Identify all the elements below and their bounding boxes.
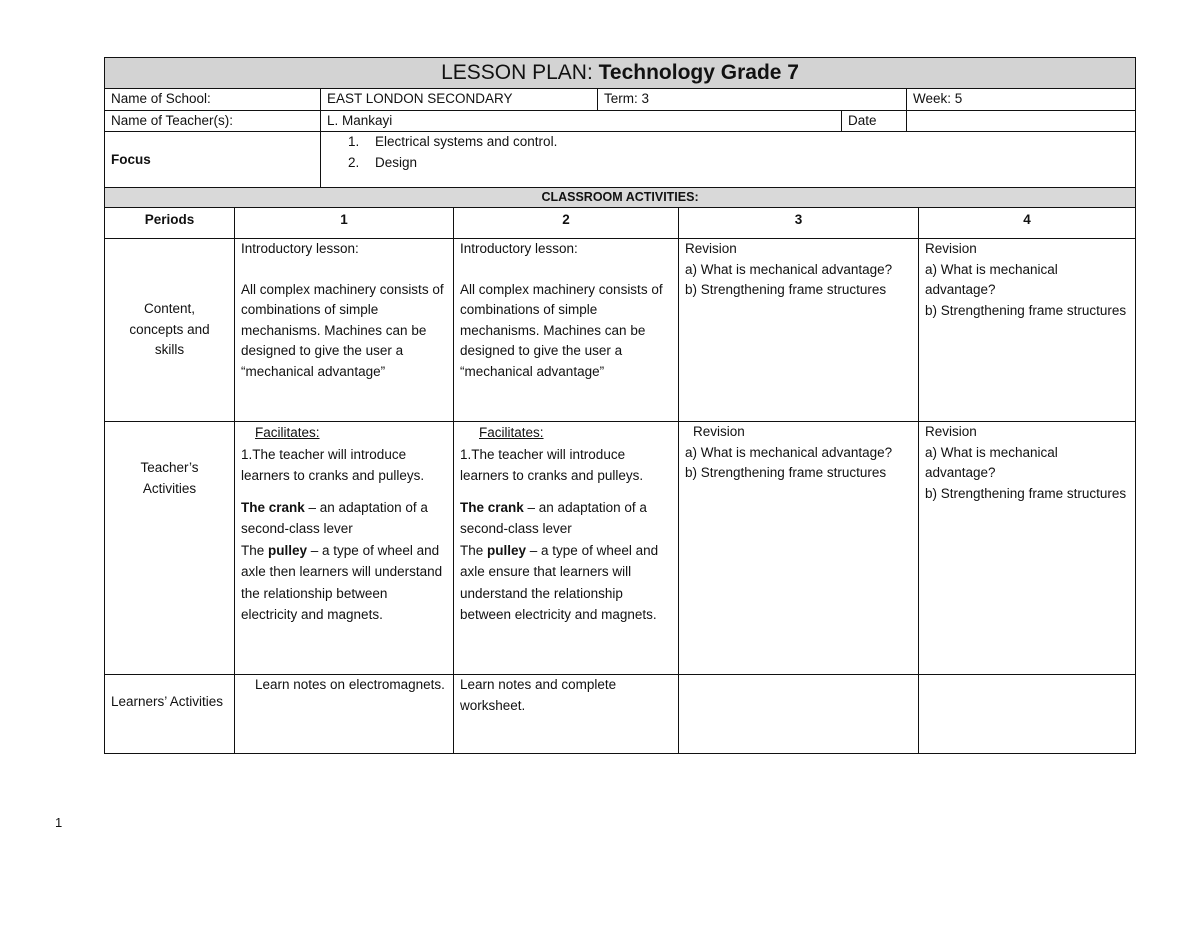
- periods-label: Periods: [105, 208, 235, 239]
- revision-item: a) What is mechanical advantage?: [685, 261, 893, 277]
- focus-list: [327, 132, 1129, 173]
- page-number: 1: [55, 815, 63, 830]
- date-label: Date: [842, 110, 907, 132]
- content-body: All complex machinery consists of combinations of simple mechanisms. Machines can be designed to give the user a “mechanical advantage”: [241, 281, 444, 379]
- revision-heading: Revision: [693, 424, 745, 439]
- teacher-label: Name of Teacher(s):: [105, 110, 321, 132]
- focus-item: 2. Design: [363, 153, 1129, 174]
- period-3-header: 3: [679, 208, 919, 239]
- teacher-period-4: [919, 422, 1136, 675]
- content-heading: Introductory lesson:: [241, 241, 359, 256]
- revision-item: a) What is mechanical advantage?: [925, 261, 1058, 297]
- revision-heading: Revision: [685, 241, 737, 256]
- lesson-header-table: [104, 57, 1136, 190]
- pulley-description: The pulley – a type of wheel and axle ensure that learners will understand the relationship between electricity and magnets.: [460, 542, 659, 622]
- teacher-value: L. Mankayi: [321, 110, 842, 132]
- learners-period-1: Learn notes on electromagnets.: [235, 675, 454, 754]
- revision-heading: Revision: [925, 241, 977, 256]
- school-row: [105, 89, 1136, 111]
- teacher-activities-label: Teacher’s Activities: [105, 422, 235, 675]
- page-title: LESSON PLAN: Technology Grade 7: [105, 58, 1136, 89]
- content-heading: Introductory lesson:: [460, 241, 578, 256]
- teacher-period-3: [679, 422, 919, 675]
- content-body: All complex machinery consists of combinations of simple mechanisms. Machines can be designed to give the user a “mechanical advantage”: [460, 281, 663, 379]
- learners-activities-label: Learners’ Activities: [105, 675, 235, 754]
- revision-item: b) Strengthening frame structures: [685, 282, 887, 297]
- title-row: [105, 58, 1136, 89]
- pulley-description: The pulley – a type of wheel and axle then learners will understand the relationship between electricity and magnets.: [241, 542, 443, 622]
- teacher-activities-row: [105, 422, 1136, 675]
- learners-period-2: Learn notes and complete worksheet.: [454, 675, 679, 754]
- periods-row: [105, 208, 1136, 239]
- focus-list-cell: [321, 132, 1136, 190]
- revision-item: b) Strengthening frame structures: [925, 302, 1127, 318]
- crank-description: The crank – an adaptation of a second-class lever: [241, 499, 428, 536]
- teacher-period-1: [235, 422, 454, 675]
- teacher-intro: 1.The teacher will introduce learners to cranks and pulleys.: [241, 446, 425, 483]
- revision-heading: Revision: [925, 424, 977, 439]
- school-label: Name of School:: [105, 89, 321, 111]
- teacher-row: [105, 110, 1136, 132]
- content-label: Content, concepts and skills: [105, 239, 235, 422]
- activities-table: [104, 187, 1136, 754]
- date-value: [907, 110, 1136, 132]
- focus-item: 1. Electrical systems and control.: [363, 132, 1129, 153]
- revision-item: a) What is mechanical advantage?: [925, 444, 1058, 480]
- learners-period-4: [919, 675, 1136, 754]
- content-period-2: [454, 239, 679, 422]
- school-value: EAST LONDON SECONDARY: [321, 89, 598, 111]
- content-row: [105, 239, 1136, 422]
- facilitates-label: Facilitates:: [479, 425, 544, 440]
- focus-label: Focus: [105, 132, 321, 190]
- term-value: Term: 3: [598, 89, 907, 111]
- period-1-header: 1: [235, 208, 454, 239]
- period-4-header: 4: [919, 208, 1136, 239]
- content-period-4: [919, 239, 1136, 422]
- revision-item: a) What is mechanical advantage?: [685, 444, 893, 460]
- teacher-intro: 1.The teacher will introduce learners to cranks and pulleys.: [460, 446, 644, 483]
- facilitates-label: Facilitates:: [255, 425, 320, 440]
- crank-description: The crank – an adaptation of a second-class lever: [460, 499, 647, 536]
- week-value: Week: 5: [907, 89, 1136, 111]
- revision-item: b) Strengthening frame structures: [925, 485, 1127, 501]
- focus-row: [105, 132, 1136, 190]
- content-period-1: [235, 239, 454, 422]
- classroom-activities-heading: CLASSROOM ACTIVITIES:: [105, 188, 1136, 208]
- classroom-header-row: [105, 188, 1136, 208]
- learners-activities-row: [105, 675, 1136, 754]
- revision-item: b) Strengthening frame structures: [685, 465, 887, 480]
- learners-period-3: [679, 675, 919, 754]
- content-period-3: [679, 239, 919, 422]
- period-2-header: 2: [454, 208, 679, 239]
- teacher-period-2: [454, 422, 679, 675]
